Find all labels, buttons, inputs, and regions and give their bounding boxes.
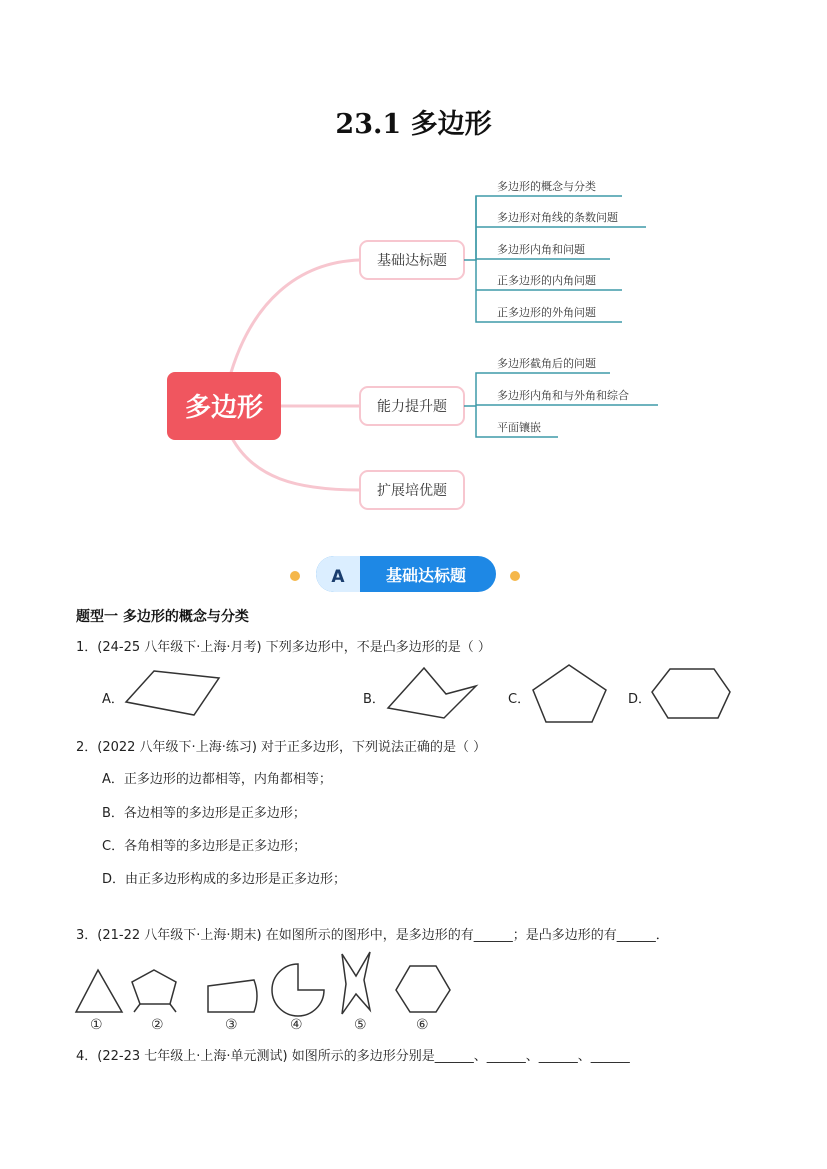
q3-figures: [72, 950, 462, 1018]
section-heading: 题型一 多边形的概念与分类: [76, 609, 249, 625]
q3-figure-pentagon: [132, 970, 176, 1012]
q2-option-d: D．由正多边形构成的多边形是正多边形；: [102, 872, 347, 887]
section-banner: [0, 550, 827, 600]
q1-option-a-label: A．: [102, 692, 124, 707]
mindmap-leaf: 多边形对角线的条数问题: [497, 211, 618, 224]
mindmap-center-label: 多边形: [184, 393, 264, 423]
q3-figure-hexagon: [396, 966, 450, 1012]
mindmap-leaf: 多边形的概念与分类: [497, 180, 596, 193]
mindmap-leaf: 正多边形的外角问题: [497, 306, 596, 319]
q2-option-b: B．各边相等的多边形是正多边形；: [102, 806, 306, 821]
q3-caption-6: ⑥: [416, 1017, 429, 1033]
q1-option-c-label: C．: [508, 692, 531, 707]
mind-map: [0, 160, 827, 520]
q3-figure-bowtie: [342, 952, 370, 1014]
banner-letter: A: [331, 567, 345, 587]
q3-figure-curved-trapezoid: [208, 980, 257, 1012]
question-3-text: 3．(21-22 八年级下·上海·期末) 在如图所示的图形中，是多边形的有______；是凸多边形的有______．: [76, 928, 669, 943]
page-title: 23.1 多边形: [335, 109, 492, 140]
mindmap-leaf: 多边形截角后的问题: [497, 357, 596, 370]
q3-caption-2: ②: [151, 1017, 164, 1033]
q3-caption-1: ①: [90, 1017, 103, 1033]
q1-option-d-label: D．: [628, 692, 652, 707]
q1-option-b-figure: [384, 666, 480, 722]
q1-option-c-figure: [530, 662, 610, 726]
mindmap-leaf: 正多边形的内角问题: [497, 274, 596, 287]
q3-caption-3: ③: [225, 1017, 238, 1033]
q3-figure-sector: [272, 964, 324, 1016]
q3-caption-4: ④: [290, 1017, 303, 1033]
question-1-text: 1．(24-25 八年级下·上海·月考) 下列多边形中，不是凸多边形的是（ ）: [76, 640, 491, 655]
q2-option-a: A．正多边形的边都相等，内角都相等；: [102, 772, 332, 787]
q1-option-a-figure: [124, 668, 224, 718]
q2-option-c: C．各角相等的多边形是正多边形；: [102, 839, 307, 854]
mindmap-branch-label-advanced: 能力提升题: [377, 399, 447, 415]
q3-figure-triangle: [76, 970, 122, 1012]
q1-option-b-label: B．: [363, 692, 385, 707]
question-2-text: 2．(2022 八年级下·上海·练习) 对于正多边形，下列说法正确的是（ ）: [76, 740, 487, 755]
mindmap-branch-label-basic: 基础达标题: [377, 253, 447, 269]
q3-caption-5: ⑤: [354, 1017, 367, 1033]
mindmap-branch-label-extended: 扩展培优题: [377, 483, 447, 499]
mindmap-leaf: 多边形内角和与外角和综合: [497, 389, 629, 402]
q1-option-d-figure: [648, 666, 734, 722]
mindmap-leaf: 多边形内角和问题: [497, 243, 585, 256]
question-4-text: 4．(22-23 七年级上·上海·单元测试) 如图所示的多边形分别是______、______、______、______: [76, 1049, 630, 1064]
mindmap-leaf: 平面镶嵌: [497, 421, 541, 434]
banner-label: 基础达标题: [385, 566, 467, 585]
